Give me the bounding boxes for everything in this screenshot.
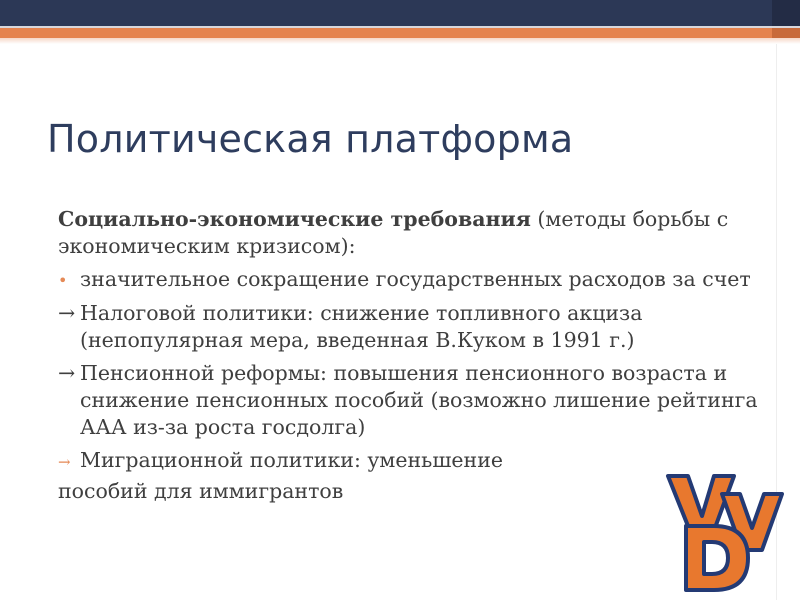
bullet-item-spending [58,266,758,294]
paragraph-intro [58,206,758,260]
arrow-item-text: Пенсионной реформы: повышения пенсионного возраста и снижение пенсионных пособий (возможно лишение рейтинга ААА из-за роста госдолга) [80,361,758,439]
header-bar-fade [0,38,800,44]
arrow-right-icon: → [58,361,76,385]
paragraph-continuation: пособий для иммигрантов [58,479,344,503]
arrow-item-text: Налоговой политики: снижение топливного акциза (непопулярная мера, введенная В.Куком в 1991 г.) [80,301,643,352]
arrow-right-icon: → [58,301,76,325]
intro-rest: (методы борьбы с экономическим кризисом): [58,207,729,258]
slide-title: Политическая платформа [47,117,574,161]
header-bar-navy [0,0,790,26]
header-bar-orange [0,28,800,38]
slide-body [58,206,758,511]
arrow-right-icon: → [58,453,71,471]
vvd-logo-letters [668,476,782,590]
arrow-item-text: Миграционной политики: уменьшение [80,448,503,472]
arrow-item-tax [58,300,758,354]
intro-lead: Социально-экономические требования [58,207,531,231]
header-bar-navy-end [772,0,800,26]
arrow-item-pension [58,360,758,441]
bullet-dot-icon: • [58,271,68,290]
vvd-logo [664,466,796,596]
header-bar-orange-end [772,28,800,38]
arrow-item-migration [58,447,758,476]
bullet-item-text: значительное сокращение государственных расходов за счет [80,267,751,291]
